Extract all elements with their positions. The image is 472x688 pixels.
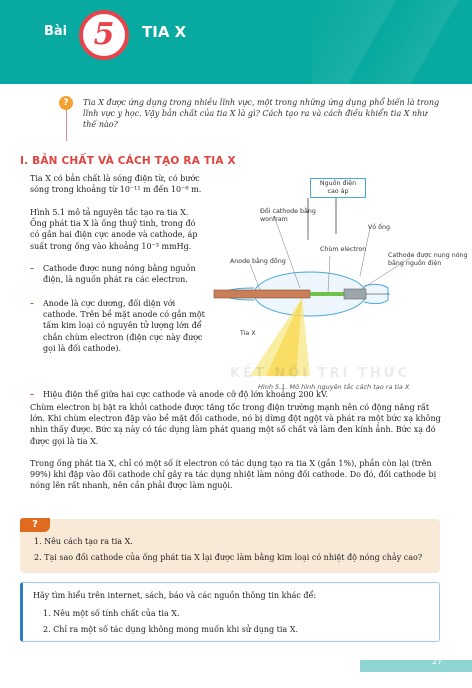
- bullet-text: Hiệu điện thế giữa hai cực cathode và anode cỡ độ lớn khoảng 200 kV.: [43, 390, 328, 399]
- research-box: [20, 582, 440, 642]
- question-bulb-icon: ?: [59, 96, 73, 110]
- bullet-text: Anode là cực dương, đối diện với cathode. Trên bề mặt anode có gắn một tấm kim loại có nguyên tử lượng lớn để chắn chùm electron (điện cực này được gọi là đối cathode).: [43, 299, 205, 353]
- section-title: I. BẢN CHẤT VÀ CÁCH TẠO RA TIA X: [20, 155, 236, 167]
- footer-band: [360, 660, 472, 672]
- label-anticathode: Đối cathode bằng wonfram: [260, 208, 316, 223]
- xray-tube-diagram: [210, 176, 472, 394]
- intro-text: Tia X được ứng dụng trong nhiều lĩnh vực, một trong những ứng dụng phổ biến là trong lĩnh vực y học. Vậy bản chất của tia X là gì? Cách tạo ra và cách điều khiển tia X như thế nào?: [83, 98, 440, 129]
- label-xray: Tia X: [240, 330, 256, 337]
- label-glass-tube: Vỏ ống: [368, 224, 391, 231]
- label-anode: Anode bằng đồng: [230, 258, 286, 265]
- question-item: 1. Nêu cách tạo ra tia X.: [34, 537, 133, 546]
- xray-tube-figure: [210, 176, 472, 394]
- questions-box: [20, 519, 440, 573]
- bullet-dash: –: [30, 298, 34, 308]
- bullet-dash: –: [30, 389, 34, 399]
- publisher-watermark: KẾT NỐI TRI THỨC: [230, 366, 411, 381]
- research-item: 1. Nêu một số tính chất của tia X.: [43, 609, 180, 618]
- paragraph-nature: Tia X có bản chất là sóng điện từ, có bước sóng trong khoảng từ 10⁻¹¹ m đến 10⁻⁸ m.: [30, 174, 202, 195]
- page-footer: [0, 656, 472, 674]
- bullet-cathode: [30, 263, 206, 285]
- research-item: 2. Chỉ ra một số tác dụng không mong muốn khi sử dụng tia X.: [43, 625, 298, 634]
- label-electron-beam: Chùm electron: [320, 246, 367, 253]
- paragraph-principle: Hình 5.1 mô tả nguyên tắc tạo ra tia X. Ống phát tia X là ống thuỷ tinh, trong đó có gắn hai điện cực anode và cathode, áp suất trong ống vào khoảng 10⁻³ mmHg.: [30, 208, 198, 251]
- header-decoration: [312, 0, 472, 84]
- label-cathode: Cathode được nung nóng bằng nguồn điện: [388, 252, 468, 267]
- lesson-number-badge: 5: [79, 10, 129, 60]
- paragraph-electron-beam: Chùm electron bị bật ra khỏi cathode được tăng tốc trong điện trường mạnh nên có động năng rất lớn. Khi chùm electron đập vào bề mặt đối cathode, nó bị dừng đột ngột và phát ra một bức xạ không nhìn thấy được. Bức xạ này có tác dụng làm phát quang một số chất và làm đen kính ảnh. Bức xạ đó được gọi là tia X.: [30, 403, 441, 446]
- lesson-word: Bài: [44, 24, 68, 39]
- lesson-header: [0, 0, 472, 84]
- intro-box: [63, 97, 440, 141]
- bullet-dash: –: [30, 263, 34, 273]
- lesson-title: TIA X: [142, 23, 187, 41]
- paragraph-efficiency: Trong ống phát tia X, chỉ có một số ít electron có tác dụng tạo ra tia X (gần 1%), phần còn lại (trên 99%) khi đập vào đối cathode chỉ gây ra tác dụng nhiệt làm nóng đối cathode. Do đó, đối cathode bị nóng lên rất nhanh, nên cần phải được làm nguội.: [30, 459, 437, 491]
- label-high-voltage-source: Nguồn điện cao áp: [310, 178, 366, 198]
- bullet-text: Cathode được nung nóng bằng nguồn điện, là nguồn phát ra các electron.: [43, 264, 196, 285]
- question-item: 2. Tại sao đối cathode của ống phát tia X lại được làm bằng kim loại có nhiệt độ nóng chảy cao?: [34, 553, 423, 562]
- research-intro: Hãy tìm hiểu trên internet, sách, báo và các nguồn thông tin khác để:: [33, 591, 317, 600]
- question-tag: ?: [20, 518, 50, 532]
- page-number: 27: [432, 657, 443, 666]
- figure-caption: Hình 5.1. Mô hình nguyên tắc cách tạo ra tia X: [258, 383, 410, 391]
- bullet-anode: [30, 298, 206, 354]
